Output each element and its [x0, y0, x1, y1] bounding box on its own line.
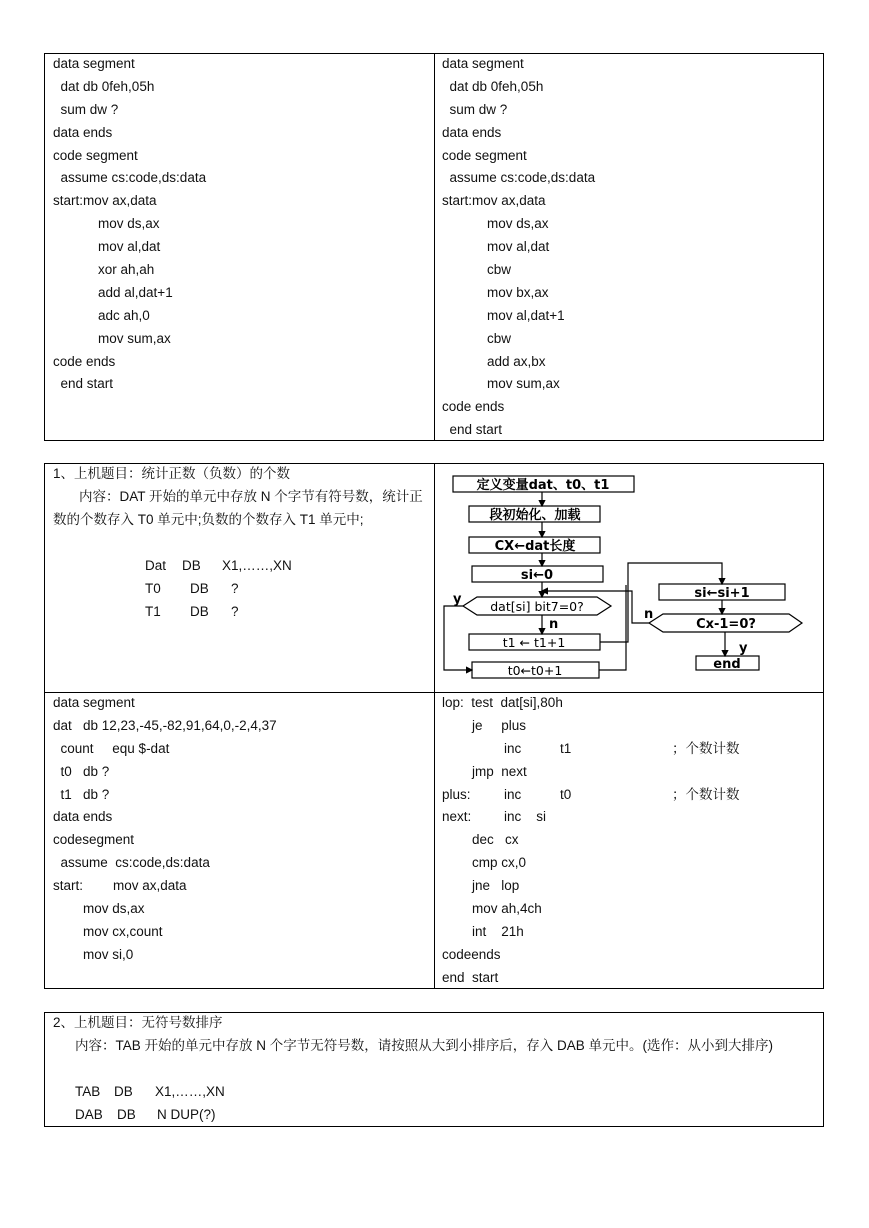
code-col-a: jne lop: [442, 878, 520, 894]
code-col-c: t1: [560, 740, 572, 756]
def-val: X1,……,XN: [222, 558, 292, 573]
code-col-d: ；个数计数: [672, 740, 740, 756]
code-line: [442, 944, 822, 967]
code-line: mov sum,ax: [442, 376, 560, 392]
code-col-d: ；个数计数: [672, 786, 740, 802]
def-name: T0: [145, 581, 161, 596]
flow-y1-label: y: [453, 592, 462, 607]
flow-siinc-text: si←si+1: [694, 586, 750, 601]
code-line: assume cs:code,ds:data: [53, 855, 210, 871]
code-line: cbw: [442, 262, 512, 278]
code-line: codesegment: [53, 832, 135, 848]
def-op: DB: [117, 1107, 136, 1122]
def-name: Dat: [145, 558, 167, 573]
code-line: [442, 738, 822, 761]
flow-cx-text: CX←dat长度: [494, 539, 576, 554]
flow-y2-label: y: [739, 641, 748, 656]
code-line: mov al,dat: [53, 239, 161, 255]
code-line: add ax,bx: [442, 353, 546, 369]
code-line: count equ $-dat: [53, 740, 170, 756]
code-line: data segment: [53, 56, 135, 71]
code-line: mov al,dat+1: [442, 307, 565, 323]
code-line: [442, 692, 822, 715]
code-line: data segment: [442, 56, 524, 71]
code-line: mov sum,ax: [53, 330, 171, 346]
code-line: dat db 0feh,05h: [53, 78, 155, 94]
code-line: t1 db ?: [53, 786, 110, 802]
def-op: DB: [182, 558, 201, 573]
code-col-c: t0: [560, 786, 572, 802]
code-line: [442, 715, 822, 738]
code-col-b: inc si: [504, 809, 547, 825]
def-name: TAB: [75, 1084, 101, 1099]
def-name: DAB: [75, 1107, 103, 1122]
code-line: start:mov ax,data: [53, 193, 157, 209]
code-line: cbw: [442, 330, 512, 346]
table1-left-code: [53, 53, 206, 396]
code-line: [442, 875, 822, 898]
flow-test-text: dat[si] bit7=0?: [490, 599, 584, 614]
code-line: data ends: [53, 809, 113, 825]
def-op: DB: [190, 581, 209, 596]
code-line: mov ds,ax: [53, 901, 145, 917]
code-col-b: inc: [504, 786, 522, 802]
code-col-a: end start: [442, 969, 499, 985]
code-col-a: mov ah,4ch: [442, 901, 542, 917]
code-line: start: mov ax,data: [53, 878, 187, 894]
code-line: code segment: [53, 147, 138, 163]
code-line: mov al,dat: [442, 239, 550, 255]
code-line: [442, 852, 822, 875]
flow-n2-label: n: [644, 607, 654, 622]
code-line: [442, 967, 822, 990]
def-val: ?: [231, 604, 239, 619]
code-line: mov cx,count: [53, 923, 163, 939]
flow-cxdec-text: Cx-1=0?: [696, 617, 756, 632]
code-line: code ends: [53, 353, 116, 369]
task2-title: 2、上机题目：无符号数排序: [53, 1015, 223, 1030]
code-col-a: plus:: [442, 786, 471, 802]
code-line: [442, 761, 822, 784]
code-line: xor ah,ah: [53, 262, 155, 278]
code-col-a: jmp next: [442, 763, 527, 779]
flow-init-text: 段初始化、加载: [489, 508, 581, 523]
def-val: ?: [231, 581, 239, 596]
code-line: assume cs:code,ds:data: [53, 170, 207, 186]
code-line: [442, 806, 822, 829]
code-line: end start: [442, 422, 503, 438]
flow-define-text: 定义变量dat、t0、t1: [476, 478, 610, 493]
code-line: data ends: [53, 124, 113, 140]
code-col-a: int 21h: [442, 923, 524, 939]
def-op: DB: [114, 1084, 133, 1099]
code-line: start:mov ax,data: [442, 193, 546, 209]
def-val: N DUP(?): [157, 1107, 216, 1122]
code-line: data segment: [53, 695, 135, 710]
code-line: [442, 784, 822, 807]
table1-right-code: [442, 53, 595, 442]
code-line: end start: [53, 376, 114, 392]
task1-code-left: [53, 692, 277, 967]
task1-title: 1、上机题目：统计正数（负数）的个数: [53, 466, 291, 481]
code-col-a: codeends: [442, 946, 501, 962]
code-line: mov ds,ax: [442, 216, 549, 232]
code-line: add al,dat+1: [53, 284, 173, 300]
code-col-b: inc: [504, 740, 522, 756]
task1-content: 内容：DAT 开始的单元中存放 N 个字节有符号数，统计正数的个数存入 T0 单元中;负数的个数存入 T1 单元中;: [53, 489, 423, 527]
flowchart: [435, 464, 823, 692]
code-line: assume cs:code,ds:data: [442, 170, 596, 186]
code-line: t0 db ?: [53, 763, 110, 779]
code-line: sum dw ?: [53, 101, 119, 117]
code-line: adc ah,0: [53, 307, 150, 323]
code-line: [442, 898, 822, 921]
code-line: dat db 12,23,-45,-82,91,64,0,-2,4,37: [53, 717, 277, 733]
code-line: data ends: [442, 124, 502, 140]
def-op: DB: [190, 604, 209, 619]
task1-code-right: [442, 692, 822, 990]
code-line: code segment: [442, 147, 527, 163]
code-col-a: je plus: [442, 717, 527, 733]
table1-divider: [434, 53, 435, 441]
code-line: [442, 829, 822, 852]
code-line: mov si,0: [53, 946, 134, 962]
flow-t0-text: t0←t0+1: [507, 663, 563, 678]
code-col-a: cmp cx,0: [442, 855, 527, 871]
task2-content: 内容：TAB 开始的单元中存放 N 个字节无符号数，请按照从大到小排序后，存入 DAB 单元中。(选作：从小到大排序): [75, 1038, 774, 1053]
flow-end-text: end: [713, 657, 741, 672]
code-col-a: lop: test dat[si],80h: [442, 695, 563, 710]
code-line: mov ds,ax: [53, 216, 160, 232]
code-line: [442, 921, 822, 944]
code-line: mov bx,ax: [442, 284, 549, 300]
flow-t1-text: t1 ← t1+1: [502, 635, 566, 650]
def-val: X1,……,XN: [155, 1084, 225, 1099]
def-name: T1: [145, 604, 161, 619]
code-line: sum dw ?: [442, 101, 508, 117]
code-col-a: next:: [442, 809, 472, 825]
code-col-a: dec cx: [442, 832, 519, 848]
flow-n1-label: n: [549, 617, 559, 632]
code-line: code ends: [442, 399, 505, 415]
code-line: dat db 0feh,05h: [442, 78, 544, 94]
flow-si0-text: si←0: [520, 568, 554, 583]
